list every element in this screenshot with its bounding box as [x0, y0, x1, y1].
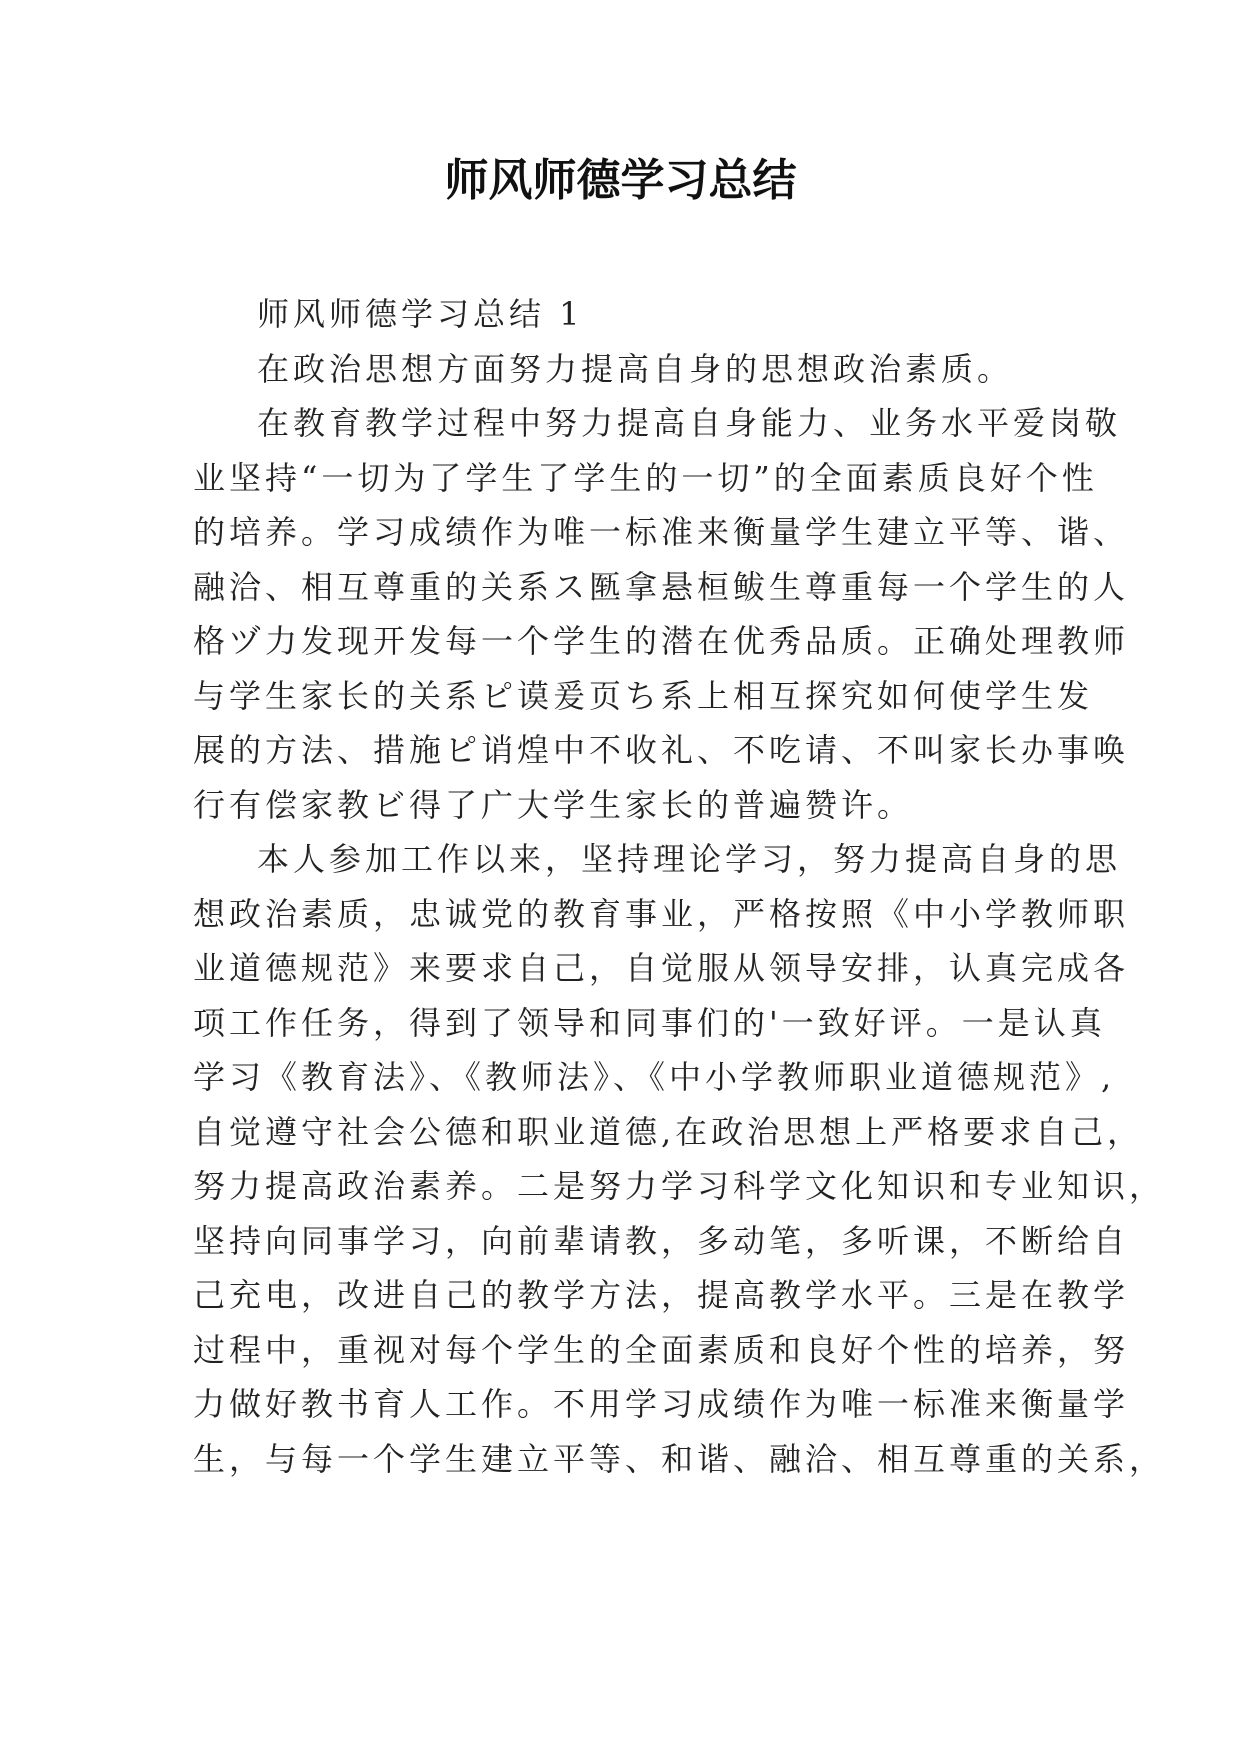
paragraph-line: 想政治素质，忠诚党的教育事业，严格按照《中小学教师职	[193, 894, 1130, 933]
section-heading: 师风师德学习总结 1	[257, 295, 584, 333]
paragraph-line: 在教育教学过程中努力提高自身能力、业务水平爱岗敬	[257, 404, 1122, 442]
paragraph-line: 坚持向同事学习，向前辈请教，多动笔，多听课，不断给自	[193, 1221, 1130, 1260]
paragraph-line: 学习《教育法》、《教师法》、《中小学教师职业道德规范》,	[193, 1058, 1116, 1096]
paragraph-line: 本人参加工作以来，坚持理论学习，努力提高自身的思	[257, 840, 1122, 878]
paragraph-line: 力做好教书育人工作。不用学习成绩作为唯一标准来衡量学	[193, 1385, 1130, 1423]
paragraph-line: 项工作任务，得到了领导和同事们的'一致好评。一是认真	[193, 1003, 1106, 1042]
paragraph-line: 业坚持“一切为了学生了学生的一切”的全面素质良好个性	[193, 458, 1098, 497]
paragraph-line: 在政治思想方面努力提高自身的思想政治素质。	[257, 349, 1014, 388]
paragraph-line: 努力提高政治素养。二是努力学习科学文化知识和专业知识，	[193, 1167, 1166, 1205]
paragraph-line: 的培养。学习成绩作为唯一标准来衡量学生建立平等、谐、	[193, 513, 1130, 551]
paragraph-line: 与学生家长的关系ピ谟爰页ち系上相互探究如何使学生发	[193, 676, 1094, 715]
paragraph-line: 己充电，改进自己的教学方法，提高教学水平。三是在教学	[193, 1276, 1130, 1314]
paragraph-line: 融洽、相互尊重的关系ス匦拿悬桓鲅生尊重每一个学生的人	[193, 567, 1130, 606]
paragraph-line: 业道德规范》来要求自己，自觉服从领导安排，认真完成各	[193, 949, 1130, 987]
document-body	[193, 287, 1166, 1486]
paragraph-line: 生，与每一个学生建立平等、和谐、融洽、相互尊重的关系，	[193, 1439, 1166, 1478]
paragraph-line: 展的方法、措施ピ诮煌中不收礼、不吃请、不叫家长办事唤	[193, 731, 1130, 769]
document-title: 师风师德学习总结	[444, 155, 797, 206]
paragraph-line: 行有偿家教ビ得了广大学生家长的普遍赞许。	[193, 785, 914, 824]
paragraph-line: 过程中，重视对每个学生的全面素质和良好个性的培养，努	[193, 1330, 1130, 1369]
paragraph-line: 自觉遵守社会公德和职业道德,在政治思想上严格要求自己，	[193, 1112, 1144, 1151]
paragraph-line: 格ヅ力发现开发每一个学生的潜在优秀品质。正确处理教师	[193, 622, 1130, 660]
